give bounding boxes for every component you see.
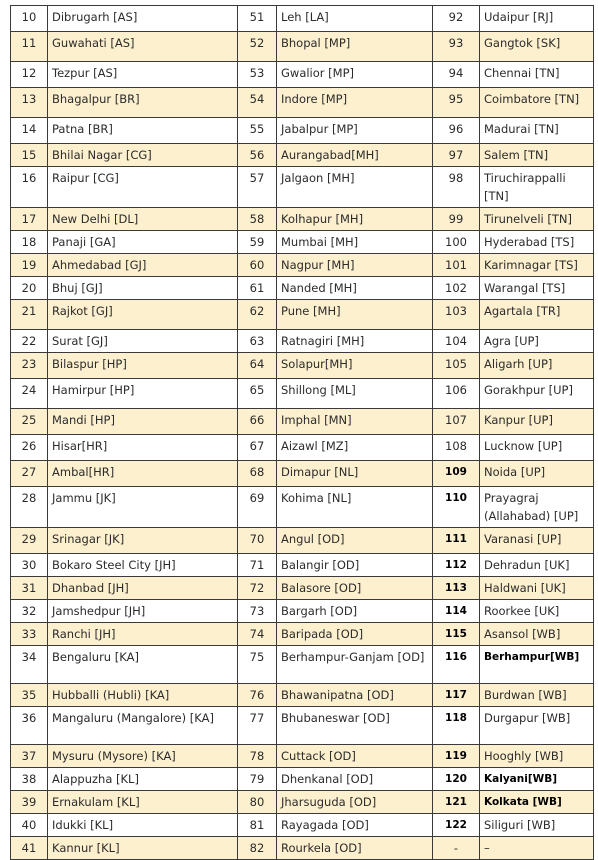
city-name-col2: Imphal [MN] <box>277 409 433 435</box>
row-number-col3: 118 <box>433 707 480 745</box>
row-number-col2: 65 <box>238 379 277 409</box>
row-number-col1: 19 <box>11 254 48 277</box>
row-number-col2: 68 <box>238 461 277 487</box>
row-number-col2: 75 <box>238 646 277 684</box>
row-number-col1: 11 <box>11 32 48 62</box>
row-number-col2: 61 <box>238 277 277 300</box>
row-number-col3: 116 <box>433 646 480 684</box>
row-number-col1: 35 <box>11 684 48 707</box>
row-number-col3: 108 <box>433 435 480 461</box>
table-row <box>11 554 594 577</box>
city-name-col2: Jabalpur [MP] <box>277 118 433 144</box>
row-number-col3: 120 <box>433 768 480 791</box>
table-row <box>11 600 594 623</box>
table-row <box>11 118 594 144</box>
row-number-col3: 111 <box>433 528 480 554</box>
row-number-col1: 29 <box>11 528 48 554</box>
row-number-col2: 63 <box>238 330 277 353</box>
table-row <box>11 330 594 353</box>
city-name-col3: Warangal [TS] <box>480 277 594 300</box>
city-name-col2: Dimapur [NL] <box>277 461 433 487</box>
row-number-col3: 117 <box>433 684 480 707</box>
table-row <box>11 277 594 300</box>
city-name-col1: Srinagar [JK] <box>48 528 238 554</box>
table-row <box>11 167 594 208</box>
row-number-col1: 32 <box>11 600 48 623</box>
row-number-col2: 56 <box>238 144 277 167</box>
row-number-col2: 64 <box>238 353 277 379</box>
row-number-col3: 102 <box>433 277 480 300</box>
row-number-col1: 21 <box>11 300 48 330</box>
row-number-col2: 58 <box>238 208 277 231</box>
city-name-col2: Solapur[MH] <box>277 353 433 379</box>
city-name-col2: Leh [LA] <box>277 6 433 32</box>
city-name-col2: Ratnagiri [MH] <box>277 330 433 353</box>
row-number-col1: 10 <box>11 6 48 32</box>
table-row <box>11 300 594 330</box>
city-name-col1: Bengaluru [KA] <box>48 646 238 684</box>
row-number-col2: 78 <box>238 745 277 768</box>
city-name-col1: Guwahati [AS] <box>48 32 238 62</box>
table-row <box>11 144 594 167</box>
city-name-col2: Shillong [ML] <box>277 379 433 409</box>
city-name-col1: Mangaluru (Mangalore) [KA] <box>48 707 238 745</box>
row-number-col3: 105 <box>433 353 480 379</box>
row-number-col1: 39 <box>11 791 48 814</box>
city-name-col2: Kolhapur [MH] <box>277 208 433 231</box>
city-name-col3: Kalyani[WB] <box>480 768 594 791</box>
row-number-col3: 98 <box>433 167 480 208</box>
row-number-col2: 81 <box>238 814 277 837</box>
city-name-col3: Tirunelveli [TN] <box>480 208 594 231</box>
row-number-col1: 31 <box>11 577 48 600</box>
row-number-col1: 33 <box>11 623 48 646</box>
city-name-col3: Hooghly [WB] <box>480 745 594 768</box>
row-number-col3: 93 <box>433 32 480 62</box>
city-name-col3: Agra [UP] <box>480 330 594 353</box>
row-number-col3: 97 <box>433 144 480 167</box>
row-number-col1: 13 <box>11 88 48 118</box>
row-number-col1: 20 <box>11 277 48 300</box>
city-name-col3: Gangtok [SK] <box>480 32 594 62</box>
city-name-col3: Gorakhpur [UP] <box>480 379 594 409</box>
city-name-col3: Chennai [TN] <box>480 62 594 88</box>
city-name-col2: Dhenkanal [OD] <box>277 768 433 791</box>
row-number-col2: 52 <box>238 32 277 62</box>
row-number-col2: 69 <box>238 487 277 528</box>
row-number-col2: 71 <box>238 554 277 577</box>
row-number-col3: 104 <box>433 330 480 353</box>
row-number-col1: 22 <box>11 330 48 353</box>
row-number-col2: 66 <box>238 409 277 435</box>
row-number-col2: 53 <box>238 62 277 88</box>
table-row <box>11 623 594 646</box>
row-number-col2: 73 <box>238 600 277 623</box>
row-number-col2: 54 <box>238 88 277 118</box>
table-row <box>11 379 594 409</box>
table-row <box>11 684 594 707</box>
city-name-col2: Nagpur [MH] <box>277 254 433 277</box>
row-number-col2: 74 <box>238 623 277 646</box>
city-name-col1: Tezpur [AS] <box>48 62 238 88</box>
row-number-col3: 94 <box>433 62 480 88</box>
row-number-col1: 14 <box>11 118 48 144</box>
city-name-col1: Idukki [KL] <box>48 814 238 837</box>
table-row <box>11 208 594 231</box>
row-number-col1: 24 <box>11 379 48 409</box>
city-name-col2: Berhampur-Ganjam [OD] <box>277 646 433 684</box>
table-row <box>11 461 594 487</box>
row-number-col3: 101 <box>433 254 480 277</box>
city-name-col3: Kolkata [WB] <box>480 791 594 814</box>
city-name-col2: Bhawanipatna [OD] <box>277 684 433 707</box>
row-number-col2: 80 <box>238 791 277 814</box>
table-row <box>11 487 594 528</box>
city-name-col2: Gwalior [MP] <box>277 62 433 88</box>
city-name-col2: Bhopal [MP] <box>277 32 433 62</box>
city-name-col3: Salem [TN] <box>480 144 594 167</box>
city-name-col3: Berhampur[WB] <box>480 646 594 684</box>
city-name-col2: Rourkela [OD] <box>277 837 433 860</box>
city-name-col1: Bhilai Nagar [CG] <box>48 144 238 167</box>
table-row <box>11 768 594 791</box>
row-number-col3: 103 <box>433 300 480 330</box>
table-row <box>11 231 594 254</box>
city-name-col2: Bhubaneswar [OD] <box>277 707 433 745</box>
row-number-col3: 107 <box>433 409 480 435</box>
row-number-col1: 38 <box>11 768 48 791</box>
row-number-col3: 113 <box>433 577 480 600</box>
row-number-col1: 30 <box>11 554 48 577</box>
city-name-col1: Patna [BR] <box>48 118 238 144</box>
city-name-col3: Coimbatore [TN] <box>480 88 594 118</box>
city-name-col2: Nanded [MH] <box>277 277 433 300</box>
row-number-col1: 36 <box>11 707 48 745</box>
city-name-col1: Jamshedpur [JH] <box>48 600 238 623</box>
city-name-col1: Raipur [CG] <box>48 167 238 208</box>
city-name-col1: Ambal[HR] <box>48 461 238 487</box>
row-number-col1: 12 <box>11 62 48 88</box>
row-number-col1: 15 <box>11 144 48 167</box>
city-name-col1: Ernakulam [KL] <box>48 791 238 814</box>
city-name-col1: New Delhi [DL] <box>48 208 238 231</box>
table-row <box>11 6 594 32</box>
row-number-col2: 55 <box>238 118 277 144</box>
table-row <box>11 353 594 379</box>
city-name-col3: Kanpur [UP] <box>480 409 594 435</box>
city-name-col1: Dibrugarh [AS] <box>48 6 238 32</box>
row-number-col3: 106 <box>433 379 480 409</box>
city-name-col3: Karimnagar [TS] <box>480 254 594 277</box>
city-name-col3: Durgapur [WB] <box>480 707 594 745</box>
city-name-col2: Mumbai [MH] <box>277 231 433 254</box>
row-number-col3: 121 <box>433 791 480 814</box>
row-number-col3: 115 <box>433 623 480 646</box>
row-number-col2: 70 <box>238 528 277 554</box>
city-name-col1: Alappuzha [KL] <box>48 768 238 791</box>
city-name-col3: Tiruchirappalli [TN] <box>480 167 594 208</box>
row-number-col3: 122 <box>433 814 480 837</box>
city-table <box>10 5 594 860</box>
row-number-col2: 57 <box>238 167 277 208</box>
table-row <box>11 62 594 88</box>
table-row <box>11 32 594 62</box>
city-name-col3: Asansol [WB] <box>480 623 594 646</box>
city-name-col2: Pune [MH] <box>277 300 433 330</box>
row-number-col2: 82 <box>238 837 277 860</box>
table-row <box>11 791 594 814</box>
row-number-col1: 34 <box>11 646 48 684</box>
city-name-col1: Mysuru (Mysore) [KA] <box>48 745 238 768</box>
city-name-col1: Dhanbad [JH] <box>48 577 238 600</box>
city-name-col3: Hyderabad [TS] <box>480 231 594 254</box>
city-name-col1: Ahmedabad [GJ] <box>48 254 238 277</box>
row-number-col2: 79 <box>238 768 277 791</box>
city-name-col1: Hisar[HR] <box>48 435 238 461</box>
row-number-col3: 99 <box>433 208 480 231</box>
city-name-col1: Kannur [KL] <box>48 837 238 860</box>
row-number-col3: 95 <box>433 88 480 118</box>
city-name-col3: Aligarh [UP] <box>480 353 594 379</box>
city-name-col2: Bargarh [OD] <box>277 600 433 623</box>
city-name-col2: Balasore [OD] <box>277 577 433 600</box>
city-name-col2: Rayagada [OD] <box>277 814 433 837</box>
city-name-col3: Roorkee [UK] <box>480 600 594 623</box>
city-name-col2: Baripada [OD] <box>277 623 433 646</box>
row-number-col3: 109 <box>433 461 480 487</box>
row-number-col1: 17 <box>11 208 48 231</box>
city-name-col3: Madurai [TN] <box>480 118 594 144</box>
city-name-col2: Kohima [NL] <box>277 487 433 528</box>
row-number-col3: 110 <box>433 487 480 528</box>
city-name-col2: Jharsuguda [OD] <box>277 791 433 814</box>
table-row <box>11 88 594 118</box>
city-name-col1: Surat [GJ] <box>48 330 238 353</box>
city-name-col1: Panaji [GA] <box>48 231 238 254</box>
city-name-col2: Balangir [OD] <box>277 554 433 577</box>
table-row <box>11 254 594 277</box>
city-name-col2: Angul [OD] <box>277 528 433 554</box>
city-name-col1: Mandi [HP] <box>48 409 238 435</box>
city-name-col1: Bokaro Steel City [JH] <box>48 554 238 577</box>
city-name-col2: Aizawl [MZ] <box>277 435 433 461</box>
row-number-col2: 51 <box>238 6 277 32</box>
row-number-col1: 27 <box>11 461 48 487</box>
row-number-col2: 60 <box>238 254 277 277</box>
row-number-col2: 59 <box>238 231 277 254</box>
table-row <box>11 814 594 837</box>
row-number-col2: 72 <box>238 577 277 600</box>
row-number-col3: 119 <box>433 745 480 768</box>
table-row <box>11 528 594 554</box>
city-name-col2: Cuttack [OD] <box>277 745 433 768</box>
table-row <box>11 435 594 461</box>
city-name-col2: Aurangabad[MH] <box>277 144 433 167</box>
city-name-col1: Bhagalpur [BR] <box>48 88 238 118</box>
table-row <box>11 646 594 684</box>
table-row <box>11 577 594 600</box>
row-number-col1: 40 <box>11 814 48 837</box>
city-name-col3: Burdwan [WB] <box>480 684 594 707</box>
city-name-col1: Bilaspur [HP] <box>48 353 238 379</box>
city-name-col1: Rajkot [GJ] <box>48 300 238 330</box>
row-number-col2: 77 <box>238 707 277 745</box>
city-name-col1: Hubballi (Hubli) [KA] <box>48 684 238 707</box>
row-number-col1: 37 <box>11 745 48 768</box>
row-number-col2: 62 <box>238 300 277 330</box>
city-name-col3: Varanasi [UP] <box>480 528 594 554</box>
row-number-col1: 16 <box>11 167 48 208</box>
city-name-col3: Udaipur [RJ] <box>480 6 594 32</box>
row-number-col3: 92 <box>433 6 480 32</box>
city-name-col1: Jammu [JK] <box>48 487 238 528</box>
city-name-col3: Noida [UP] <box>480 461 594 487</box>
city-name-col1: Ranchi [JH] <box>48 623 238 646</box>
row-number-col1: 23 <box>11 353 48 379</box>
table-row <box>11 745 594 768</box>
city-name-col3: Agartala [TR] <box>480 300 594 330</box>
row-number-col1: 41 <box>11 837 48 860</box>
table-row <box>11 837 594 860</box>
row-number-col1: 28 <box>11 487 48 528</box>
row-number-col1: 18 <box>11 231 48 254</box>
city-name-col3: Siliguri [WB] <box>480 814 594 837</box>
city-name-col2: Jalgaon [MH] <box>277 167 433 208</box>
city-name-col1: Bhuj [GJ] <box>48 277 238 300</box>
row-number-col3: 100 <box>433 231 480 254</box>
city-name-col1: Hamirpur [HP] <box>48 379 238 409</box>
city-name-col3: Haldwani [UK] <box>480 577 594 600</box>
city-name-col2: Indore [MP] <box>277 88 433 118</box>
city-name-col3: Dehradun [UK] <box>480 554 594 577</box>
city-name-col3: – <box>480 837 594 860</box>
row-number-col1: 26 <box>11 435 48 461</box>
row-number-col1: 25 <box>11 409 48 435</box>
table-row <box>11 707 594 745</box>
city-name-col3: Lucknow [UP] <box>480 435 594 461</box>
table-row <box>11 409 594 435</box>
row-number-col2: 76 <box>238 684 277 707</box>
row-number-col3: 112 <box>433 554 480 577</box>
row-number-col3: 114 <box>433 600 480 623</box>
city-name-col3: Prayagraj (Allahabad) [UP] <box>480 487 594 528</box>
row-number-col2: 67 <box>238 435 277 461</box>
row-number-col3: - <box>433 837 480 860</box>
row-number-col3: 96 <box>433 118 480 144</box>
